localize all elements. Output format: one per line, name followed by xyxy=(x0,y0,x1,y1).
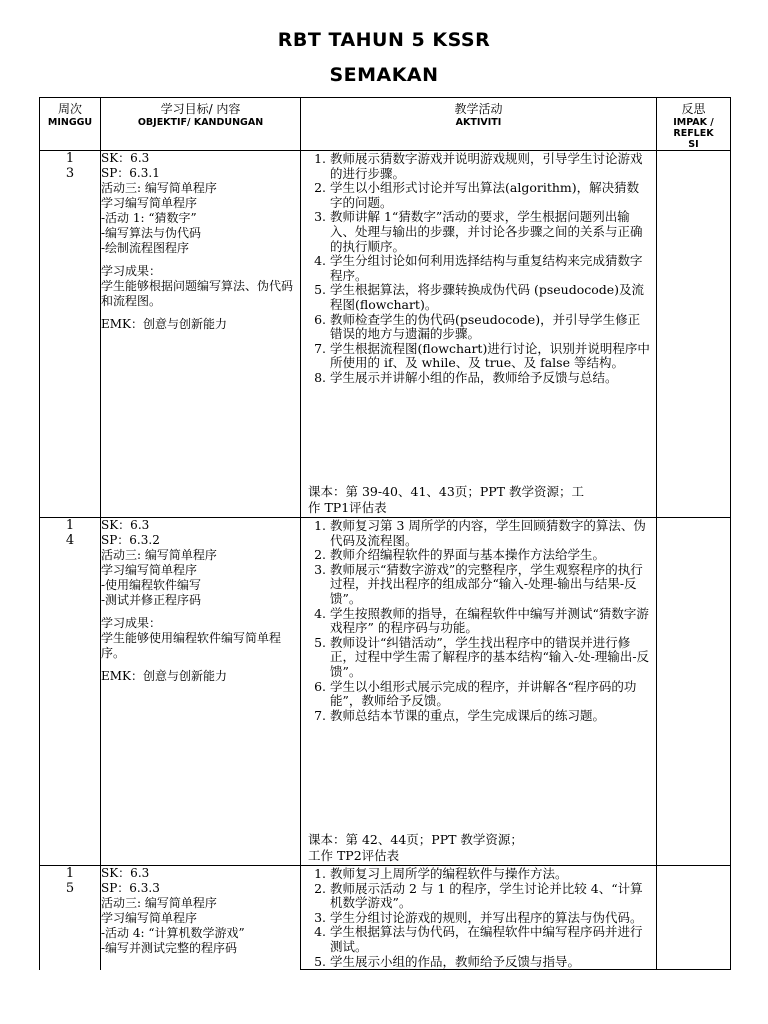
resource-note xyxy=(308,832,638,864)
table-row xyxy=(40,151,731,518)
header-impact xyxy=(657,98,731,151)
objective-line: -测试并修正程序码 xyxy=(101,593,202,607)
objective-line: SK：6.3 xyxy=(101,518,150,532)
header-impact-en2: REFLEK xyxy=(673,128,714,139)
objective-line: -绘制流程图程序 xyxy=(101,241,190,255)
objective-line: 学习编写简单程序 xyxy=(101,563,198,577)
objective-line: SP：6.3.3 xyxy=(101,881,160,895)
header-activity xyxy=(301,98,657,151)
objective-cell xyxy=(101,518,301,866)
list-item: 2. 教师介绍编程软件的界面与基本操作方法给学生。 xyxy=(330,548,650,563)
objective-line: -编写算法与伪代码 xyxy=(101,226,202,240)
objective-line: -活动 1: “猜数字” xyxy=(101,211,197,225)
objective-line: 学习编写简单程序 xyxy=(101,911,198,925)
header-week-en: MINGGU xyxy=(47,117,93,128)
header-week-zh: 周次 xyxy=(57,102,82,116)
table-row xyxy=(40,518,731,866)
objective-cell xyxy=(101,151,301,518)
header-impact-zh: 反思 xyxy=(681,102,706,116)
week-digit: 1 xyxy=(65,518,75,533)
list-item: 3. 教师讲解 1“猜数字”活动的要求，学生根据问题列出输入、处理与输出的步骤，并讨论各步骤之间的关系与正确的执行顺序。 xyxy=(330,210,650,254)
resource-note xyxy=(308,484,638,516)
impact-cell xyxy=(657,866,731,970)
objective-line: EMK：创意与创新能力 xyxy=(101,669,228,683)
activity-cell xyxy=(301,518,657,866)
week-digit: 1 xyxy=(65,866,75,881)
week-digit: 4 xyxy=(65,533,75,548)
activity-cell xyxy=(301,866,657,970)
objective-cell xyxy=(101,866,301,970)
objective-line: 学生能够根据问题编写算法、伪代码和流程图。 xyxy=(101,279,294,308)
list-item: 1. 教师展示猜数字游戏并说明游戏规则，引导学生讨论游戏的进行步骤。 xyxy=(330,152,650,181)
lesson-plan-table xyxy=(39,97,731,970)
list-item: 1. 教师复习第 3 周所学的内容，学生回顾猜数字的算法、伪代码及流程图。 xyxy=(330,519,650,548)
list-item: 4. 学生分组讨论如何利用选择结构与重复结构来完成猜数字程序。 xyxy=(330,254,650,283)
impact-cell xyxy=(657,151,731,518)
list-item: 4. 学生根据算法与伪代码，在编程软件中编写程序码并进行测试。 xyxy=(330,925,650,954)
document-subtitle: SEMAKAN xyxy=(329,64,439,86)
list-item: 3. 学生分组讨论游戏的规则，并写出程序的算法与伪代码。 xyxy=(330,911,650,926)
objective-line: SK：6.3 xyxy=(101,866,150,880)
list-item: 2. 学生以小组形式讨论并写出算法(algorithm)，解决猜数字的问题。 xyxy=(330,181,650,210)
header-week xyxy=(40,98,101,151)
objective-line: 学习编写简单程序 xyxy=(101,196,198,210)
week-digit: 1 xyxy=(65,151,75,166)
header-activity-zh: 教学活动 xyxy=(454,102,503,116)
week-digit: 3 xyxy=(65,166,75,181)
resource-note-line: 课本：第 42、44页；PPT 教学资源； xyxy=(308,832,523,847)
list-item: 5. 学生根据算法，将步骤转换成伪代码 (pseudocode)及流程图(flowchart)。 xyxy=(330,283,650,312)
list-item: 3. 教师展示“猜数字游戏”的完整程序，学生观察程序的执行过程，并找出程序的组成部分“输入-处理-输出与结果-反馈”。 xyxy=(330,563,650,607)
header-impact-en1: IMPAK / xyxy=(673,117,714,128)
list-item: 5. 教师设计“纠错活动”，学生找出程序中的错误并进行修正，过程中学生需了解程序的基本结构“输入-处-理输出-反馈”。 xyxy=(330,636,650,680)
objective-line: 学生能够使用编程软件编写简单程序。 xyxy=(101,631,282,660)
header-objective-en: OBJEKTIF/ KANDUNGAN xyxy=(137,117,264,128)
objective-line: SP：6.3.2 xyxy=(101,533,160,547)
list-item: 7. 教师总结本节课的重点，学生完成课后的练习题。 xyxy=(330,709,650,724)
week-cell xyxy=(40,518,101,866)
list-item: 7. 学生根据流程图(flowchart)进行讨论，识别并说明程序中所使用的 if、及 while、及 true、及 false 等结构。 xyxy=(330,342,650,371)
week-cell xyxy=(40,866,101,970)
table-row xyxy=(40,866,731,970)
objective-line: 活动三: 编写简单程序 xyxy=(101,548,217,562)
list-item: 1. 教师复习上周所学的编程软件与操作方法。 xyxy=(330,867,650,882)
week-cell xyxy=(40,151,101,518)
resource-note-line: 课本：第 39-40、41、43页；PPT 教学资源；工 xyxy=(308,484,584,499)
activity-list xyxy=(301,151,656,386)
objective-line: -编写并测试完整的程序码 xyxy=(101,941,238,955)
week-digit: 5 xyxy=(65,881,75,896)
objective-line: 学习成果： xyxy=(101,264,162,278)
header-impact-en3: SI xyxy=(688,139,699,150)
objective-line: 活动三: 编写简单程序 xyxy=(101,896,217,910)
objective-line: -活动 4: “计算机数学游戏” xyxy=(101,926,245,940)
activity-cell xyxy=(301,151,657,518)
objective-line: -使用编程软件编写 xyxy=(101,578,202,592)
header-activity-en: AKTIVITI xyxy=(455,117,502,128)
list-item: 4. 学生按照教师的指导，在编程软件中编写并测试“猜数字游戏程序” 的程序码与功能。 xyxy=(330,607,650,636)
header-objective xyxy=(101,98,301,151)
header-objective-zh: 学习目标/ 内容 xyxy=(160,102,241,116)
objective-line: SK：6.3 xyxy=(101,151,150,165)
objective-line: EMK：创意与创新能力 xyxy=(101,317,228,331)
document-title: RBT TAHUN 5 KSSR xyxy=(277,29,491,51)
list-item: 8. 学生展示并讲解小组的作品，教师给予反馈与总结。 xyxy=(330,371,650,386)
objective-line: 学习成果： xyxy=(101,616,162,630)
objective-line: 活动三: 编写简单程序 xyxy=(101,181,217,195)
list-item: 2. 教师展示活动 2 与 1 的程序，学生讨论并比较 4、“计算机数学游戏”。 xyxy=(330,882,650,911)
table-header-row xyxy=(40,98,731,151)
resource-note-line: 作 TP1评估表 xyxy=(308,500,387,515)
activity-list xyxy=(301,518,656,723)
impact-cell xyxy=(657,518,731,866)
list-item: 6. 教师检查学生的伪代码(pseudocode)，并引导学生修正错误的地方与遗漏的步骤。 xyxy=(330,313,650,342)
list-item: 5. 学生展示小组的作品，教师给予反馈与指导。 xyxy=(330,955,650,970)
activity-list xyxy=(301,866,656,969)
objective-line: SP：6.3.1 xyxy=(101,166,160,180)
resource-note-line: 工作 TP2评估表 xyxy=(308,848,400,863)
list-item: 6. 学生以小组形式展示完成的程序，并讲解各“程序码的功能”，教师给予反馈。 xyxy=(330,680,650,709)
